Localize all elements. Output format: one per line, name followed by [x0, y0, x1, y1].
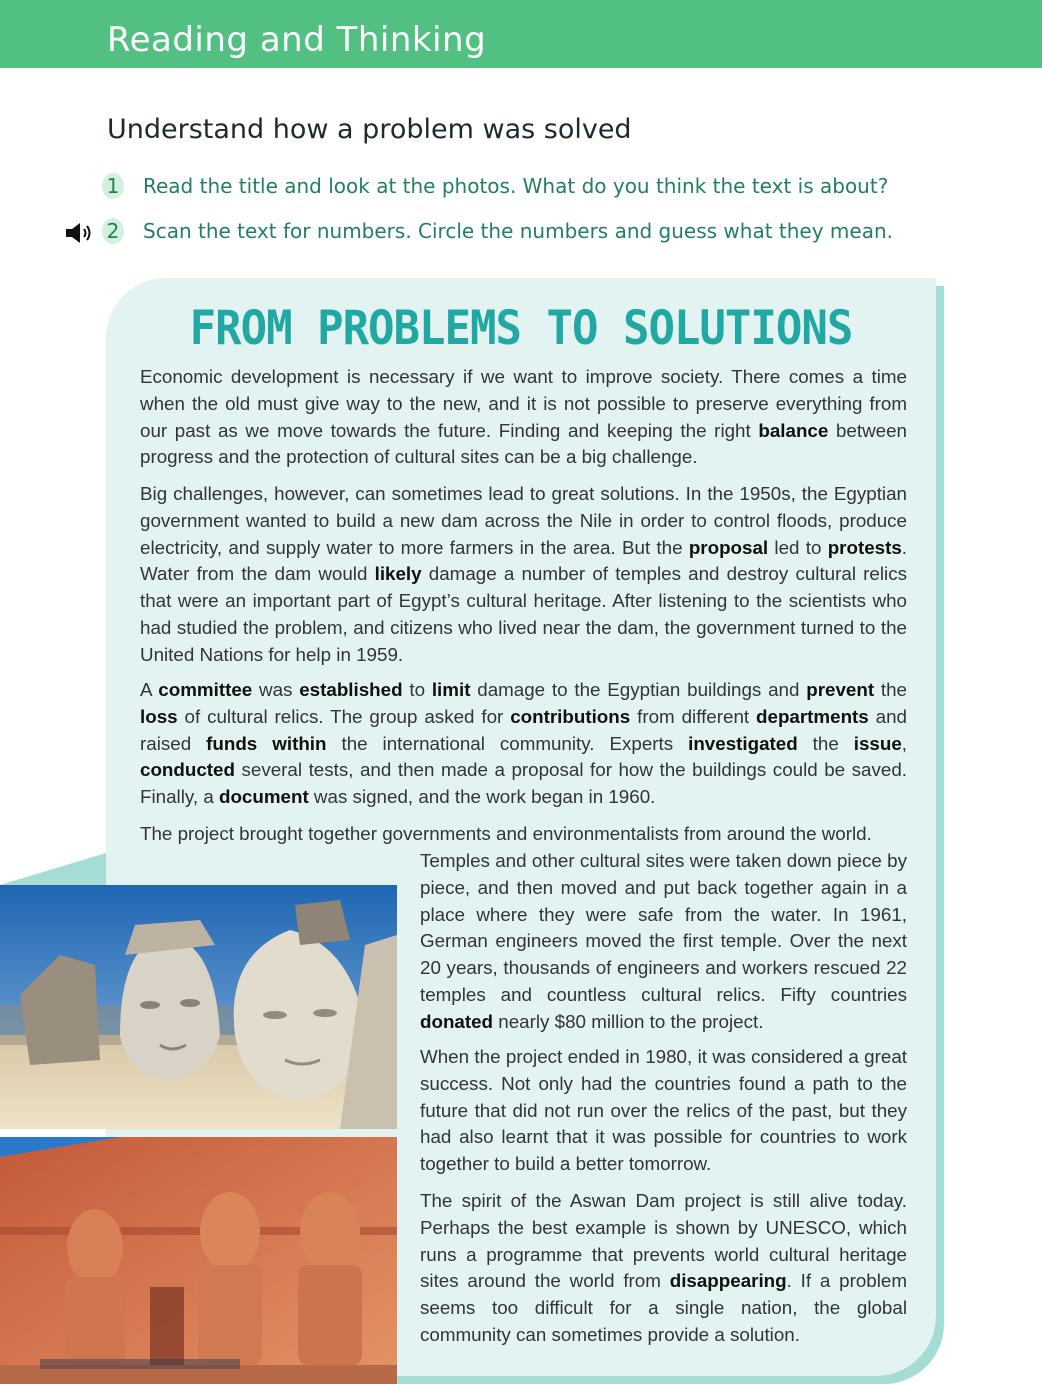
vocab-word: likely [374, 563, 422, 585]
vocab-word: balance [758, 419, 829, 441]
vocab-word: funds [206, 732, 258, 754]
article-paragraph-3: A committee was established to limit damage to the Egyptian buildings and prevent the loss of cultural relics. The group asked for contributions from different departments and raised funds within the international community. Experts investigated the issue, conducted several tests, and then made a proposal for how the buildings could be saved. Finally, a document was signed, and the work began in 1960. [140, 679, 908, 808]
article-paragraph-5: When the project ended in 1980, it was considered a great success. Not only had the countries found a path to the future that did not run over the relics of the past, but they had also learnt that it was possible for countries to work together to build a better tomorrow. [420, 1046, 907, 1175]
vocab-word: limit [431, 679, 471, 700]
vocab-word: protests [827, 536, 902, 558]
decorative-corner [0, 853, 106, 885]
vocab-word: disappearing [669, 1270, 787, 1292]
article-title: FROM PROBLEMS TO SOLUTIONS [189, 300, 853, 356]
task-1 [102, 170, 888, 202]
vocab-word: issue [853, 732, 902, 754]
vocab-word: donated [420, 1010, 494, 1032]
vocab-word: established [299, 679, 403, 700]
vocab-word: loss [140, 705, 178, 727]
vocab-word: committee [158, 679, 253, 700]
photo-ramesses-heads [0, 885, 397, 1129]
speaker-icon[interactable] [65, 222, 95, 244]
vocab-word: within [272, 732, 327, 754]
vocab-word: document [218, 786, 309, 808]
vocab-word: prevent [806, 679, 875, 700]
task-number: 1 [102, 173, 124, 199]
task-text: Scan the text for numbers. Circle the numbers and guess what they mean. [143, 219, 894, 243]
article-paragraph-6: The spirit of the Aswan Dam project is still alive today. Perhaps the best example is shown by UNESCO, which runs a programme that prevents world cultural heritage sites around the world from disappearing. If a problem seems too difficult for a single nation, the global community can sometimes provide a solution. [420, 1190, 907, 1345]
vocab-word: departments [756, 705, 869, 727]
vocab-word: conducted [140, 759, 235, 781]
page-title: Reading and Thinking [107, 20, 487, 60]
section-heading: Understand how a problem was solved [107, 114, 632, 145]
vocab-word: proposal [688, 536, 769, 558]
task-2 [102, 215, 893, 247]
article-paragraph-1: Economic development is necessary if we want to improve society. There comes a time when the old must give way to the new, and it is not possible to preserve everything from our past as we move towards the future. Finding and keeping the right balance between progress and the protection of cultural sites can be a big challenge. [140, 366, 907, 468]
article-paragraph-4-lead: The project brought together governments and environmentalists from around the world. [140, 823, 872, 844]
vocab-word: contributions [510, 705, 631, 727]
task-text: Read the title and look at the photos. What do you think the text is about? [143, 174, 889, 198]
photo-abu-simbel-temple [0, 1137, 397, 1384]
task-number: 2 [102, 218, 124, 244]
article-paragraph-4: Temples and other cultural sites were taken down piece by piece, and then moved and put back together again in a place where they were safe from the water. In 1961, German engineers moved the first temple. Over the next 20 years, thousands of engineers and workers rescued 22 temples and countless cultural relics. Fifty countries donated nearly $80 million to the project. [420, 850, 907, 1032]
vocab-word: investigated [688, 732, 798, 754]
article-paragraph-2: Big challenges, however, can sometimes lead to great solutions. In the 1950s, the Egyptian government wanted to build a new dam across the Nile in order to control floods, produce electricity, and supply water to more farmers in the area. But the proposal led to protests. Water from the dam would likely damage a number of temples and destroy cultural relics that were an important part of Egypt’s cultural heritage. After listening to the scientists who had studied the problem, and citizens who lived near the dam, the government turned to the United Nations for help in 1959. [140, 483, 908, 665]
